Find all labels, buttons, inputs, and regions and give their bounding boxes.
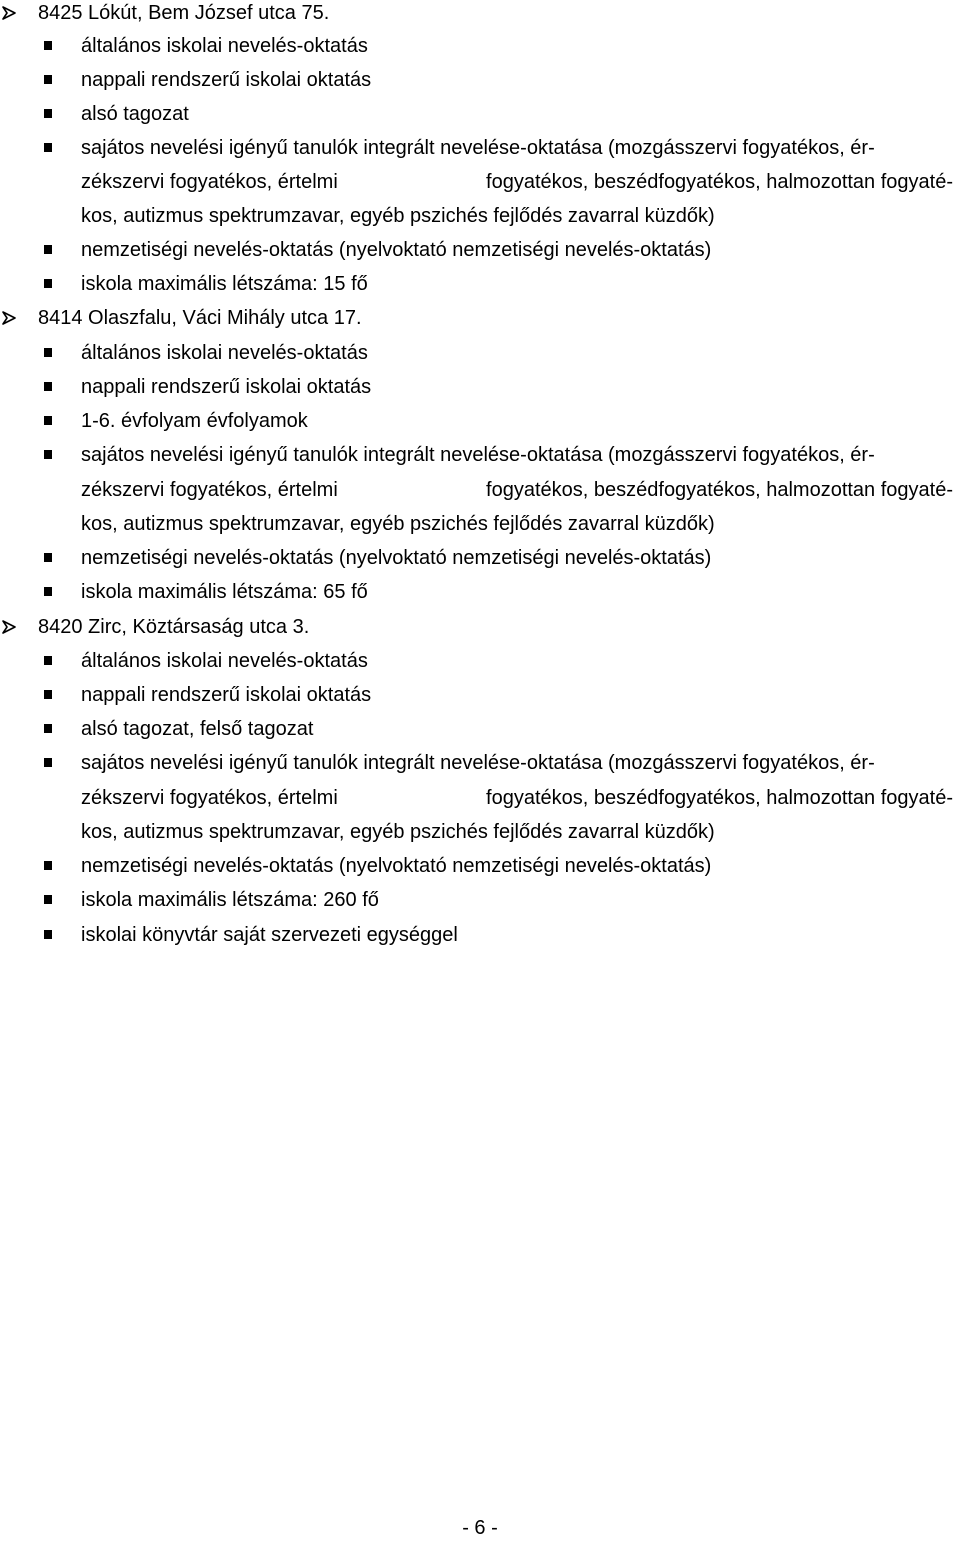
square-bullet-icon [44, 268, 54, 300]
list-item-text: fogyatékos, beszédfogyatékos, halmozottan fogyaté- [486, 479, 953, 501]
list-item-text: iskola maximális létszáma: 15 fő [81, 273, 368, 295]
address-text: 8425 Lókút, Bem József utca 75. [38, 2, 330, 24]
list-item-text: alsó tagozat [81, 103, 189, 125]
list-item-text: nappali rendszerű iskolai oktatás [81, 684, 372, 706]
list-item-text: fogyatékos, beszédfogyatékos, halmozottan fogyaté- [486, 171, 953, 193]
square-bullet-icon [44, 747, 54, 779]
square-bullet-icon [44, 542, 54, 574]
arrow-bullet-icon [0, 0, 20, 29]
square-bullet-icon [44, 713, 54, 745]
list-item-text: általános iskolai nevelés-oktatás [81, 650, 368, 672]
address-text: 8420 Zirc, Köztársaság utca 3. [38, 616, 310, 638]
square-bullet-icon [44, 884, 54, 916]
list-item-text: sajátos nevelési igényű tanulók integrált nevelése-oktatása (mozgásszervi fogyatékos, ér- [81, 444, 875, 466]
list-item-text: zékszervi fogyatékos, értelmi [81, 479, 338, 501]
list-item-text: iskola maximális létszáma: 65 fő [81, 581, 368, 603]
page-number: - 6 - [462, 1517, 498, 1539]
list-item-text: általános iskolai nevelés-oktatás [81, 35, 368, 57]
list-item-text: nappali rendszerű iskolai oktatás [81, 69, 372, 91]
list-item-text: zékszervi fogyatékos, értelmi [81, 171, 338, 193]
list-item-text: zékszervi fogyatékos, értelmi [81, 787, 338, 809]
square-bullet-icon [44, 132, 54, 164]
list-item-text: sajátos nevelési igényű tanulók integrált nevelése-oktatása (mozgásszervi fogyatékos, ér- [81, 137, 875, 159]
square-bullet-icon [44, 919, 54, 951]
list-item-text: sajátos nevelési igényű tanulók integrált nevelése-oktatása (mozgásszervi fogyatékos, ér- [81, 752, 875, 774]
list-item-text: kos, autizmus spektrumzavar, egyéb pszichés fejlődés zavarral küzdők) [81, 205, 715, 227]
list-item-text: iskola maximális létszáma: 260 fő [81, 889, 379, 911]
list-item-text: nemzetiségi nevelés-oktatás (nyelvoktató nemzetiségi nevelés-oktatás) [81, 239, 712, 261]
list-item-text: fogyatékos, beszédfogyatékos, halmozottan fogyaté- [486, 787, 953, 809]
list-item-text: kos, autizmus spektrumzavar, egyéb pszichés fejlődés zavarral küzdők) [81, 821, 715, 843]
list-item-text: nemzetiségi nevelés-oktatás (nyelvoktató nemzetiségi nevelés-oktatás) [81, 547, 712, 569]
square-bullet-icon [44, 645, 54, 677]
square-bullet-icon [44, 98, 54, 130]
address-text: 8414 Olaszfalu, Váci Mihály utca 17. [38, 307, 362, 329]
list-item-text: nappali rendszerű iskolai oktatás [81, 376, 372, 398]
square-bullet-icon [44, 439, 54, 471]
square-bullet-icon [44, 679, 54, 711]
square-bullet-icon [44, 64, 54, 96]
square-bullet-icon [44, 337, 54, 369]
arrow-bullet-icon [0, 302, 20, 334]
square-bullet-icon [44, 30, 54, 62]
list-item-text: alsó tagozat, felső tagozat [81, 718, 314, 740]
square-bullet-icon [44, 405, 54, 437]
arrow-bullet-icon [0, 611, 20, 643]
list-item-text: általános iskolai nevelés-oktatás [81, 342, 368, 364]
list-item-text: 1-6. évfolyam évfolyamok [81, 410, 308, 432]
square-bullet-icon [44, 371, 54, 403]
square-bullet-icon [44, 850, 54, 882]
square-bullet-icon [44, 576, 54, 608]
square-bullet-icon [44, 234, 54, 266]
list-item-text: nemzetiségi nevelés-oktatás (nyelvoktató nemzetiségi nevelés-oktatás) [81, 855, 712, 877]
list-item-text: iskolai könyvtár saját szervezeti egységgel [81, 924, 458, 946]
list-item-text: kos, autizmus spektrumzavar, egyéb pszichés fejlődés zavarral küzdők) [81, 513, 715, 535]
